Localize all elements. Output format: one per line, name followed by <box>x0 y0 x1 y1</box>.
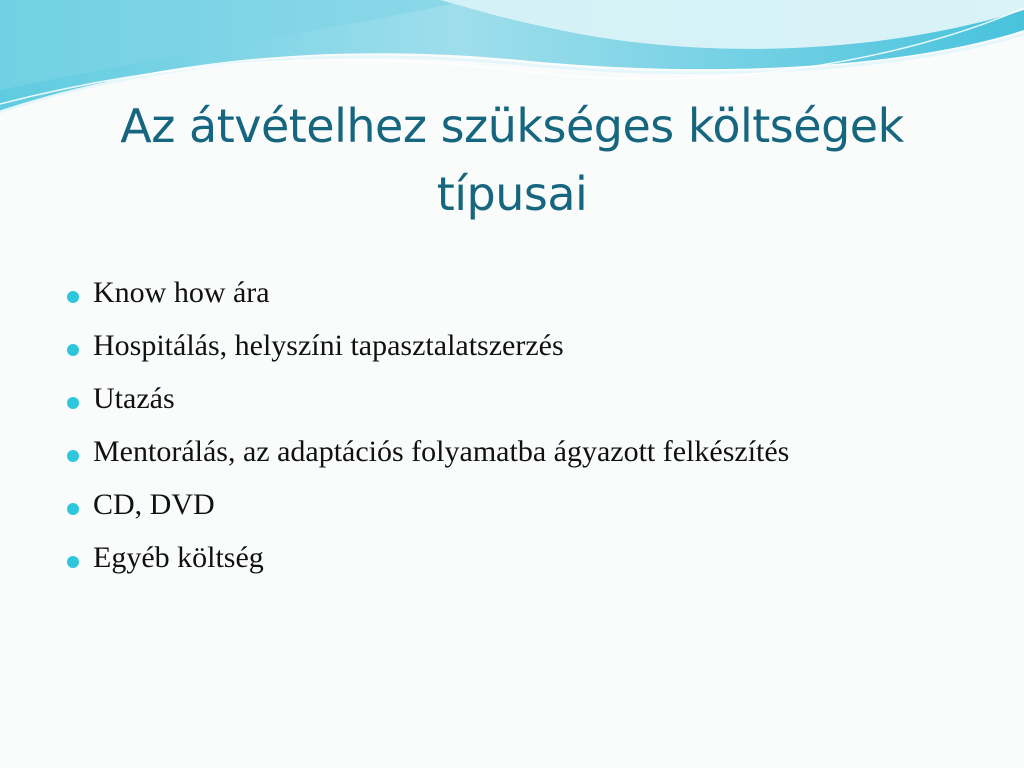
bullet-text: Know how ára <box>93 276 270 309</box>
list-item <box>64 276 964 310</box>
bullet-text: Utazás <box>93 382 175 415</box>
bullet-dot-icon <box>67 450 79 462</box>
list-item <box>64 382 964 416</box>
bullet-text: Mentorálás, az adaptációs folyamatba ágyazott felkészítés <box>93 435 790 468</box>
bullet-dot-icon <box>67 503 79 515</box>
list-item <box>64 541 964 575</box>
bullet-text: Hospitálás, helyszíni tapasztalatszerzés <box>93 329 564 362</box>
bullet-text: Egyéb költség <box>93 541 264 574</box>
slide-title: Az átvételhez szükséges költségek típusai <box>120 99 904 221</box>
list-item <box>64 488 964 522</box>
list-item <box>64 435 964 469</box>
bullet-text: CD, DVD <box>93 488 215 521</box>
bullet-dot-icon <box>67 291 79 303</box>
bullet-dot-icon <box>67 344 79 356</box>
bullet-dot-icon <box>67 397 79 409</box>
bullet-dot-icon <box>67 556 79 568</box>
list-item <box>64 329 964 363</box>
bullet-list <box>64 276 964 594</box>
